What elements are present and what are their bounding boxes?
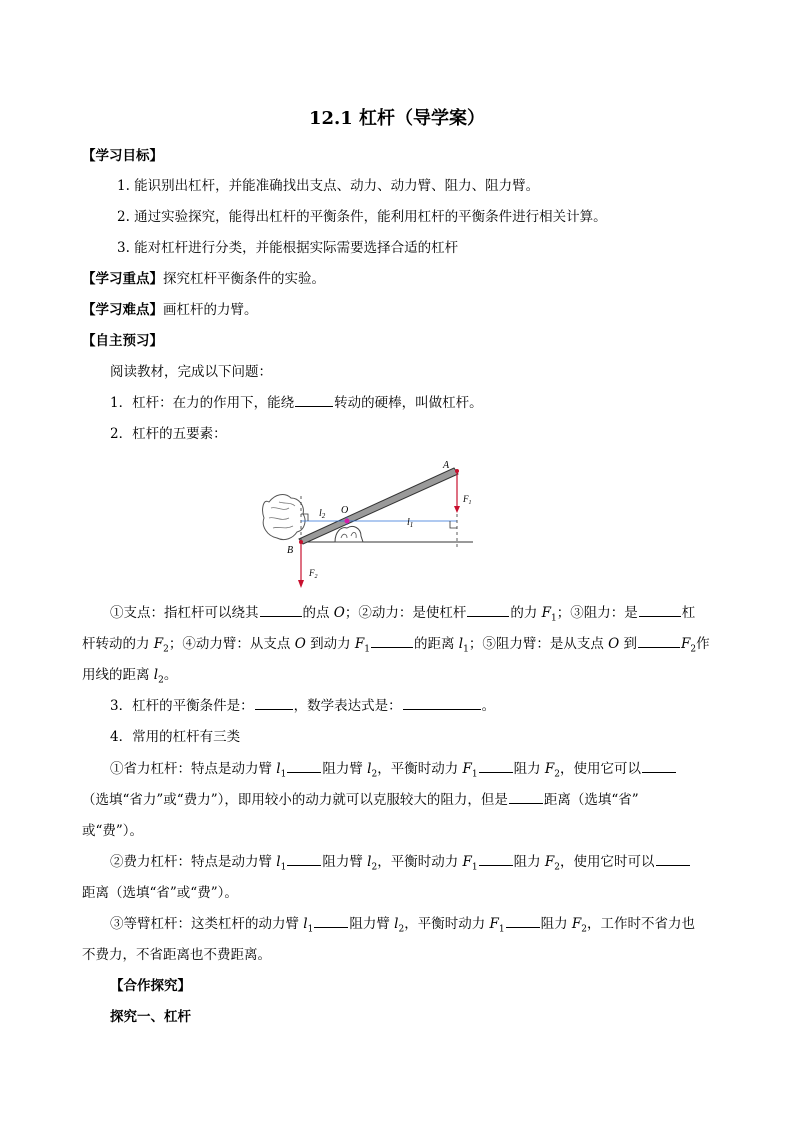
blank-balance-formula[interactable] [403, 697, 481, 710]
objective-item-2: 2. 通过实验探究，能得出杠杆的平衡条件，能利用杠杆的平衡条件进行相关计算。 [117, 209, 607, 225]
class3-line-1: ③等臂杠杆：这类杠杆的动力臂 $l_1$ 阻力臂 $l_2$，平衡时动力 $F_1$ 阻力 $F_2$，工作时不省力也 [110, 916, 696, 935]
label-l1: $l_1$ [407, 517, 414, 529]
right-angle-f1 [450, 521, 457, 528]
blank-c2-use[interactable] [656, 853, 690, 866]
question-3: 3．杠杆的平衡条件是： ，数学表达式是： 。 [110, 698, 496, 714]
point-o [345, 519, 350, 524]
lever-diagram [255, 458, 485, 590]
q1-text-a: 1．杠杆：在力的作用下，能绕 [110, 395, 295, 411]
label-f2: $F_2$ [309, 568, 318, 580]
blank-balance-condition[interactable] [255, 697, 293, 710]
label-f1: $F_1$ [463, 494, 472, 506]
label-l2: $l_2$ [319, 508, 326, 520]
blank-c3-arm[interactable] [314, 915, 348, 928]
blank-effort-arm[interactable] [371, 635, 413, 648]
objective-item-3: 3. 能对杠杆进行分类，并能根据实际需要选择合适的杠杆 [117, 240, 459, 256]
preview-heading: 【自主预习】 [82, 333, 163, 349]
difficulty-label: 【学习难点】 [82, 302, 163, 318]
label-a: A [443, 460, 450, 471]
objectives-heading: 【学习目标】 [82, 148, 163, 164]
class1-line-3: 或“费”）。 [82, 823, 144, 839]
fulcrum-stone [335, 526, 363, 542]
blank-load[interactable] [639, 604, 681, 617]
blank-c2-arm[interactable] [287, 853, 321, 866]
q1-blank[interactable] [295, 394, 333, 407]
question-1 [110, 394, 483, 412]
question-4: 4．常用的杠杆有三类 [110, 729, 241, 745]
difficulty-text: 画杠杆的力臂。 [163, 302, 258, 318]
class2-line-2: 距离（选填“省”或“费”）。 [82, 885, 238, 901]
f1-arrow-head [454, 506, 460, 513]
elements-line-1: ①支点：指杠杆可以绕其 的点 O；②动力：是使杠杆 的力 $F_1$；③阻力：是 杠 [110, 605, 696, 624]
point-a [455, 469, 459, 473]
q1-text-b: 转动的硬棒，叫做杠杆。 [334, 395, 483, 411]
blank-c1-distance[interactable] [509, 791, 543, 804]
blank-c1-use[interactable] [642, 760, 676, 773]
difficulty-line [82, 301, 258, 319]
blank-effort[interactable] [467, 604, 509, 617]
key-point-line [82, 270, 325, 288]
elements-line-2: 杆转动的力 $F_2$；④动力臂：从支点 O 到动力 $F_1$ 的距离 $l_1$；⑤阻力臂：是从支点 O 到 $F_2$作 [82, 636, 710, 655]
cooperation-heading: 【合作探究】 [110, 978, 191, 994]
page-title: 12.1 杠杆（导学案） [308, 108, 486, 129]
blank-pivot[interactable] [260, 604, 302, 617]
key-point-label: 【学习重点】 [82, 271, 163, 287]
class1-line-1: ①省力杠杆：特点是动力臂 $l_1$ 阻力臂 $l_2$，平衡时动力 $F_1$ 阻力 $F_2$，使用它可以 [110, 760, 677, 784]
rock-shape [263, 495, 305, 540]
point-b [299, 540, 303, 544]
class2-line-1: ②费力杠杆：特点是动力臂 $l_1$ 阻力臂 $l_2$，平衡时动力 $F_1$ 阻力 $F_2$，使用它时可以 [110, 853, 691, 877]
cooperation-subheading: 探究一、杠杆 [110, 1009, 191, 1025]
elements-line-3: 用线的距离 $l_2$。 [82, 667, 178, 686]
blank-c1-arm[interactable] [287, 760, 321, 773]
f2-arrow-head [298, 580, 304, 588]
blank-c1-force[interactable] [479, 760, 513, 773]
class3-line-2: 不费力，不省距离也不费距离。 [82, 947, 271, 963]
lever-bar [299, 468, 458, 544]
key-point-text: 探究杠杆平衡条件的实验。 [163, 271, 325, 287]
label-o: O [341, 505, 349, 516]
preview-intro: 阅读教材，完成以下问题： [110, 364, 272, 380]
objective-item-1: 1. 能识别出杠杆，并能准确找出支点、动力、动力臂、阻力、阻力臂。 [117, 178, 540, 194]
label-b: B [287, 545, 294, 556]
blank-c3-force[interactable] [506, 915, 540, 928]
blank-load-arm[interactable] [638, 635, 680, 648]
blank-c2-force[interactable] [479, 853, 513, 866]
class1-line-2: （选填“省力”或“费力”），即用较小的动力就可以克服较大的阻力，但是 距离（选填“省” [82, 792, 639, 808]
question-2: 2．杠杆的五要素： [110, 426, 227, 442]
